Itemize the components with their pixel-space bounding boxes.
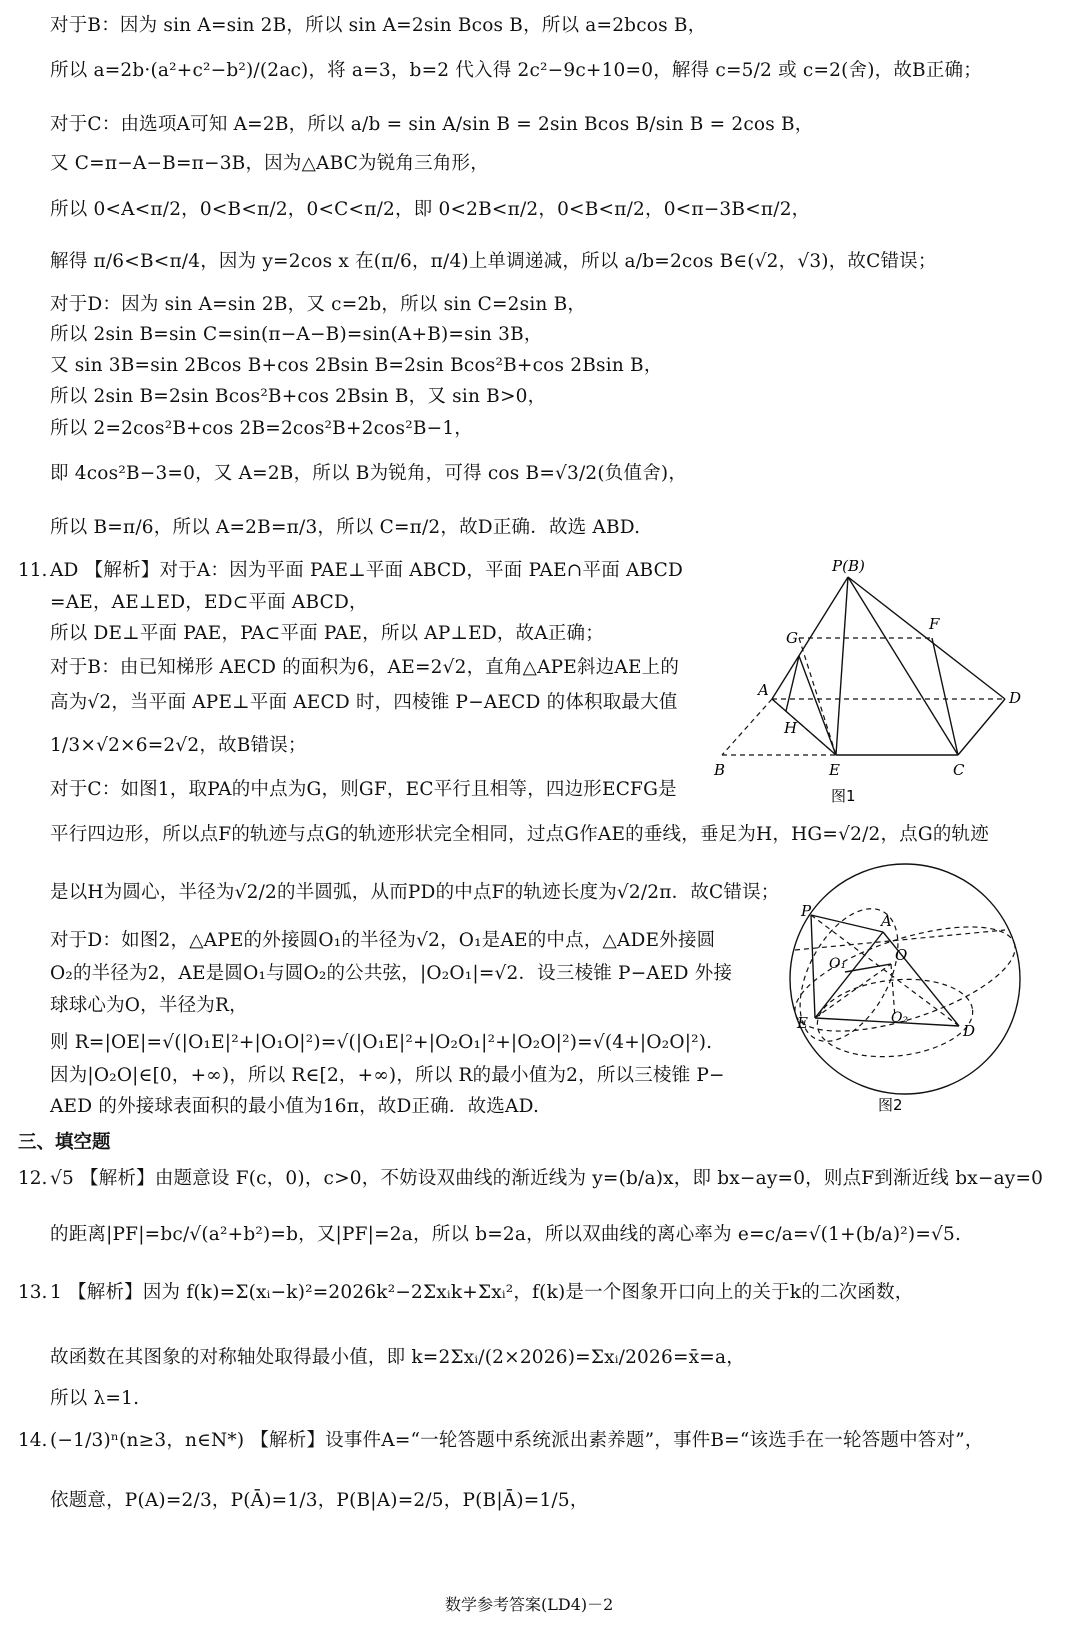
text-line: =AE，AE⊥ED，ED⊂平面 ABCD， <box>50 592 368 613</box>
label-e: E <box>829 761 840 779</box>
text-line: 对于C：如图1，取PA的中点为G，则GF，EC平行且相等，四边形ECFG是 <box>50 779 677 800</box>
question-number: 12. <box>18 1168 48 1189</box>
text-line: 高为√2，当平面 APE⊥平面 AECD 时，四棱锥 P−AECD 的体积取最大值 <box>50 692 678 713</box>
text-line: 的距离|PF|=bc/√(a²+b²)=b，又|PF|=2a，所以 b=2a，所以双曲线的离心率为 e=c/a=√(1+(b/a)²)=√5. <box>50 1224 962 1245</box>
text-line: 1/3×√2×6=2√2，故B错误； <box>50 735 307 756</box>
label-f: F <box>929 615 940 633</box>
edge-gh <box>786 656 799 711</box>
text-line: 则 R=|OE|=√(|O₁E|²+|O₁O|²)=√(|O₁E|²+|O₂O₁|²+|O₂O|²)=√(4+|O₂O|²). <box>50 1032 713 1053</box>
text-line: 对于B：因为 sin A=sin 2B，所以 sin A=2sin Bcos B，所以 a=2bcos B， <box>50 15 707 36</box>
label-a: A <box>881 912 892 930</box>
edge-pc <box>848 577 958 755</box>
edge-pe <box>811 915 815 1018</box>
text-line: AED 的外接球表面积的最小值为16π，故D正确．故选AD. <box>50 1096 540 1117</box>
figure-2-sphere <box>775 860 1040 1120</box>
text-line: 1 【解析】因为 f(k)=Σ(xᵢ−k)²=2026k²−2Σxᵢk+Σxᵢ²，f(k)是一个图象开口向上的关于k的二次函数， <box>50 1282 914 1303</box>
label-a: A <box>758 681 769 699</box>
text-line: 解得 π/6<B<π/4，因为 y=2cos x 在(π/6，π/4)上单调递减，所以 a/b=2cos B∈(√2，√3)，故C错误； <box>50 251 937 272</box>
edge-cd <box>958 699 1005 755</box>
text-line: 故函数在其图象的对称轴处取得最小值，即 k=2Σxᵢ/(2×2026)=Σxᵢ/2026=x̄=a， <box>50 1347 745 1368</box>
text-line: 所以 0<A<π/2，0<B<π/2，0<C<π/2，即 0<2B<π/2，0<B<π/2，0<π−3B<π/2， <box>50 199 811 220</box>
edge-o1-o <box>845 964 891 972</box>
text-line: 球球心为O，半径为R， <box>50 995 248 1016</box>
label-o1: O₁ <box>829 956 847 972</box>
great-circle-1 <box>783 905 1026 1052</box>
text-line: 依题意，P(A)=2/3，P(Ā)=1/3，P(B|A)=2/5，P(B|Ā)=1/5， <box>50 1490 589 1511</box>
text-line: 对于D：如图2，△APE的外接圆O₁的半径为√2，O₁是AE的中点，△ADE外接圆 <box>50 930 716 951</box>
text-line: 因为|O₂O|∈[0，+∞)，所以 R∈[2，+∞)，所以 R的最小值为2，所以三棱锥 P− <box>50 1065 725 1086</box>
label-p: P <box>801 902 812 920</box>
dashed-gd <box>799 638 836 755</box>
label-o2: O₂ <box>891 1010 909 1026</box>
text-line: 所以 2sin B=2sin Bcos²B+cos 2Bsin B，又 sin B>0， <box>50 386 547 407</box>
question-number: 13. <box>18 1282 48 1303</box>
text-line: (−1/3)ⁿ(n≥3，n∈N*) 【解析】设事件A=“一轮答题中系统派出素养题”，事件B=“该选手在一轮答题中答对”， <box>50 1430 984 1451</box>
sphere-outline <box>790 864 1020 1094</box>
edge-pe <box>836 577 848 755</box>
text-line: 平行四边形，所以点F的轨迹与点G的轨迹形状完全相同，过点G作AE的垂线，垂足为H，HG=√2/2，点G的轨迹 <box>50 824 989 845</box>
page-footer: 数学参考答案(LD4)－2 <box>445 1595 614 1614</box>
text-line: 即 4cos²B−3=0，又 A=2B，所以 B为锐角，可得 cos B=√3/2(负值舍)， <box>50 463 688 484</box>
edge-ge <box>799 656 836 755</box>
label-c: C <box>953 761 965 779</box>
dashed-ab <box>722 699 772 755</box>
text-line: 所以 2sin B=sin C=sin(π−A−B)=sin(A+B)=sin 3B， <box>50 324 543 345</box>
text-line: 对于D：因为 sin A=sin 2B，又 c=2b，所以 sin C=2sin B， <box>50 294 587 315</box>
text-line: AD 【解析】对于A：因为平面 PAE⊥平面 ABCD，平面 PAE∩平面 ABCD <box>50 560 684 581</box>
edge-fc <box>932 638 958 755</box>
label-h: H <box>784 719 798 737</box>
question-number: 14. <box>18 1430 48 1451</box>
figure-2-caption: 图2 <box>878 1096 903 1114</box>
text-line: 所以 a=2b·(a²+c²−b²)/(2ac)，将 a=3，b=2 代入得 2c²−9c+10=0，解得 c=5/2 或 c=2(舍)，故B正确； <box>50 60 982 81</box>
text-line: 对于B：由已知梯形 AECD 的面积为6，AE=2√2，直角△APE斜边AE上的 <box>50 657 680 678</box>
label-p: P(B) <box>832 557 865 575</box>
text-line: 又 sin 3B=sin 2Bcos B+cos 2Bsin B=2sin Bcos²B+cos 2Bsin B， <box>50 355 663 376</box>
edge-ed <box>815 1018 959 1026</box>
label-g: G <box>786 629 798 647</box>
text-line: 所以 λ=1. <box>50 1388 140 1409</box>
label-b: B <box>714 761 726 779</box>
text-line: 对于C：由选项A可知 A=2B，所以 a/b = sin A/sin B = 2sin Bcos B/sin B = 2cos B， <box>50 114 814 135</box>
text-line: 是以H为圆心，半径为√2/2的半圆弧，从而PD的中点F的轨迹长度为√2/2π．故C错误； <box>50 882 780 903</box>
label-d: D <box>1009 689 1022 707</box>
question-number: 11. <box>18 560 48 581</box>
section-heading: 三、填空题 <box>18 1132 111 1153</box>
text-line: 所以 B=π/6，所以 A=2B=π/3，所以 C=π/2，故D正确．故选 ABD. <box>50 517 641 538</box>
figure-1-pyramid <box>700 555 1040 810</box>
dashed-e-o <box>815 964 891 1018</box>
label-e: E <box>797 1014 808 1032</box>
text-line: O₂的半径为2，AE是圆O₁与圆O₂的公共弦，|O₂O₁|=√2．设三棱锥 P−AED 外接 <box>50 963 733 984</box>
text-line: 又 C=π−A−B=π−3B，因为△ABC为锐角三角形， <box>50 153 489 174</box>
label-o: O <box>895 946 908 964</box>
text-line: 所以 2=2cos²B+cos 2B=2cos²B+2cos²B−1， <box>50 418 473 439</box>
figure-1-caption: 图1 <box>831 787 856 805</box>
label-d: D <box>963 1022 976 1040</box>
text-line: √5 【解析】由题意设 F(c，0)，c>0，不妨设双曲线的渐近线为 y=(b/a)x，即 bx−ay=0，则点F到渐近线 bx−ay=0 <box>50 1168 1044 1189</box>
text-line: 所以 DE⊥平面 PAE，PA⊂平面 PAE，所以 AP⊥ED，故A正确； <box>50 623 604 644</box>
